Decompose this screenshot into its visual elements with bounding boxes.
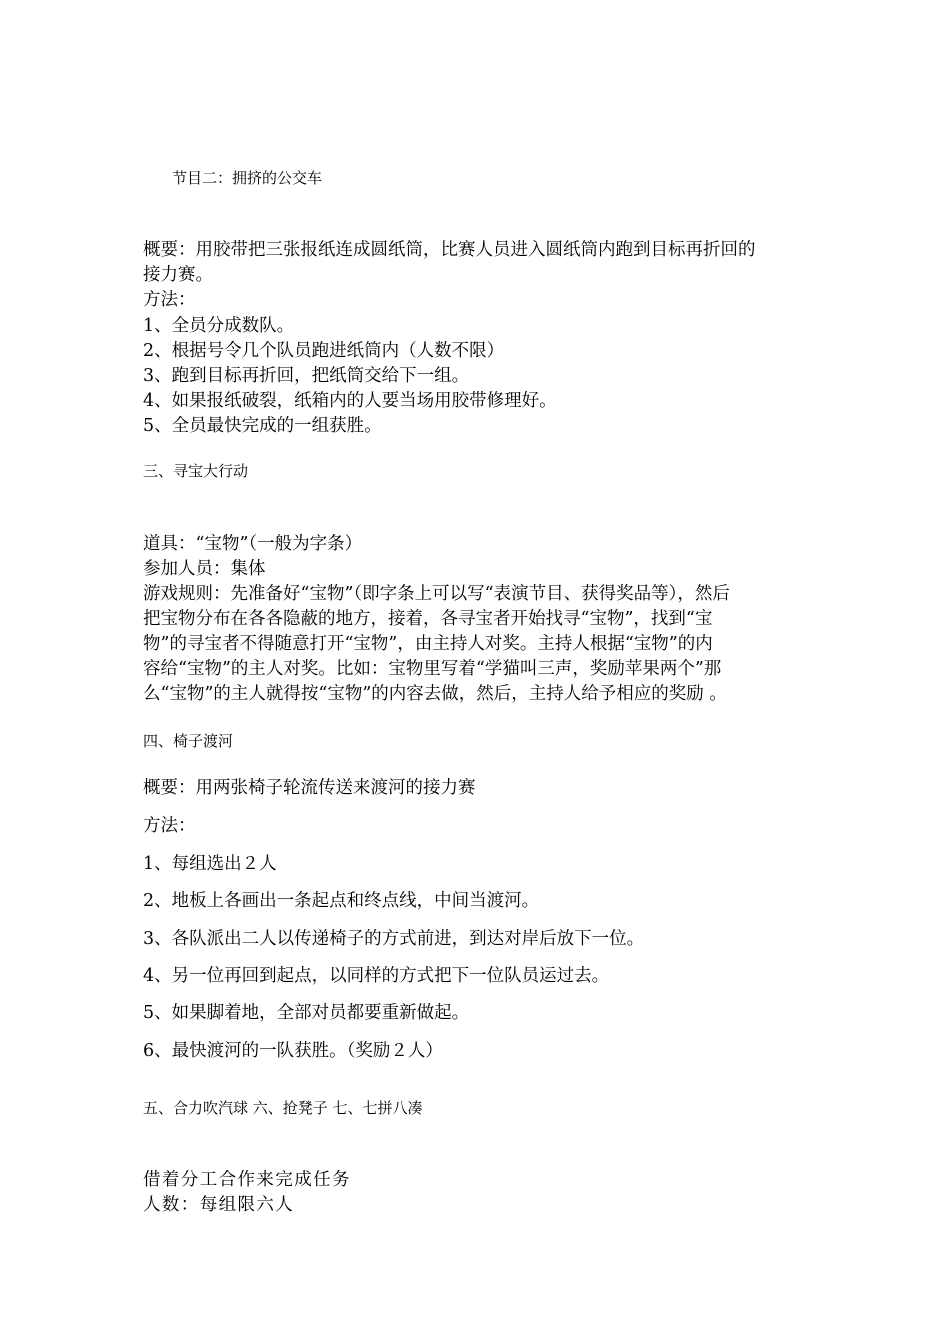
section4-step: 3、各队派出二人以传递椅子的方式前进，到达对岸后放下一位。	[143, 929, 645, 949]
section3-rules-line: 容给“宝物”的主人对奖。比如：宝物里写着“学猫叫三声，奖励苹果两个”那	[143, 659, 722, 679]
section2-summary-line2: 接力赛。	[143, 265, 213, 285]
section3-rules-line: 把宝物分布在各各隐蔽的地方，接着，各寻宝者开始找寻“宝物”，找到“宝	[143, 609, 713, 629]
section3-props: 道具：“宝物”（一般为字条）	[143, 534, 363, 554]
section4-step: 2、地板上各画出一条起点和终点线，中间当渡河。	[143, 891, 540, 911]
section4-step: 1、每组选出２人	[143, 854, 277, 874]
section5-title: 五、合力吹汽球 六、抢凳子 七、七拼八凑	[143, 1099, 423, 1117]
section2-step: 3、跑到目标再折回，把纸筒交给下一组。	[143, 366, 470, 386]
section3-rules-line: 么“宝物”的主人就得按“宝物”的内容去做，然后，主持人给予相应的奖励 。	[143, 684, 727, 704]
section5-line2: 人数：每组限六人	[143, 1195, 295, 1215]
section4-summary: 概要：用两张椅子轮流传送来渡河的接力赛	[143, 778, 476, 798]
section2-step: 1、全员分成数队。	[143, 316, 295, 336]
section3-rules-line: 游戏规则：先准备好“宝物”（即字条上可以写“表演节目、获得奖品等），然后	[143, 584, 730, 604]
section2-step: 5、全员最快完成的一组获胜。	[143, 416, 382, 436]
section3-title: 三、寻宝大行动	[143, 462, 249, 480]
section2-title: 节目二：拥挤的公交车	[172, 169, 323, 187]
section4-step: 5、如果脚着地，全部对员都要重新做起。	[143, 1003, 470, 1023]
section4-step: 6、最快渡河的一队获胜。（奖励２人）	[143, 1041, 443, 1061]
section3-participants: 参加人员：集体	[143, 559, 266, 579]
section4-title: 四、椅子渡河	[143, 732, 234, 750]
section4-step: 4、另一位再回到起点，以同样的方式把下一位队员运过去。	[143, 966, 610, 986]
section2-step: 4、如果报纸破裂，纸箱内的人要当场用胶带修理好。	[143, 391, 557, 411]
section2-step: 2、根据号令几个队员跑进纸筒内（人数不限）	[143, 341, 505, 361]
section2-method-label: 方法：	[143, 290, 196, 310]
section4-method-label: 方法：	[143, 816, 196, 836]
section5-line1: 借着分工合作来完成任务	[143, 1170, 351, 1190]
section3-rules-line: 物”的寻宝者不得随意打开“宝物”，由主持人对奖。主持人根据“宝物”的内	[143, 634, 713, 654]
section2-summary-line1: 概要：用胶带把三张报纸连成圆纸筒，比赛人员进入圆纸筒内跑到目标再折回的	[143, 240, 756, 260]
